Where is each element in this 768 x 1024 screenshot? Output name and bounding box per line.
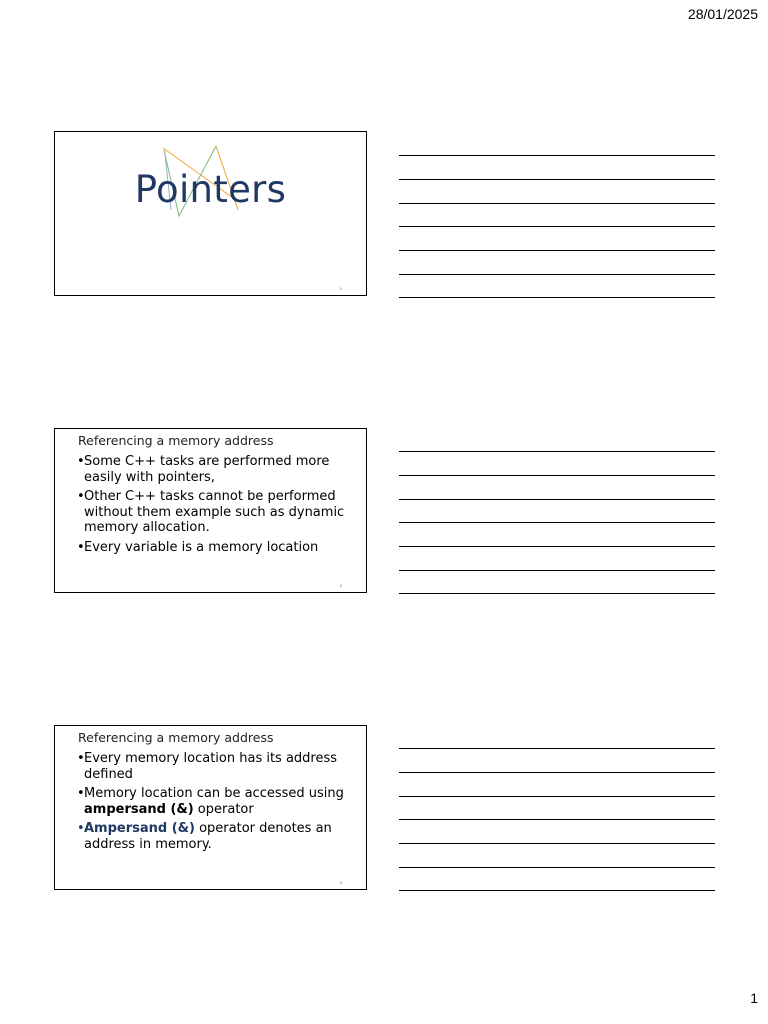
list-item: • Ampersand (&) operator denotes an address in memory. (77, 821, 332, 852)
bullet-list (77, 751, 352, 856)
list-item: • Every variable is a memory location (77, 539, 319, 555)
page-number: 1 (750, 990, 758, 1006)
slide-2-thumbnail (54, 428, 367, 593)
decorative-lines (55, 132, 367, 296)
list-item: • Every memory location has its address defined (77, 751, 338, 782)
page-date: 28/01/2025 (687, 6, 758, 22)
slide-1-thumbnail (54, 131, 367, 296)
bullet-list (77, 454, 352, 559)
list-item: • Some C++ tasks are performed more easily with pointers, (77, 454, 330, 485)
slide-3-thumbnail (54, 725, 367, 890)
slide-number: 2 (339, 583, 342, 588)
list-item: • Memory location can be accessed using ampersand (&) operator (77, 786, 344, 817)
slide-number: 3 (339, 880, 342, 885)
list-item: • Other C++ tasks cannot be performed without them example such as dynamic memory allocation. (77, 489, 345, 535)
slide-heading: Referencing a memory address (78, 730, 274, 745)
slide-heading: Referencing a memory address (78, 433, 274, 448)
slide-title: Pointers (134, 168, 287, 211)
slide-number: 1 (339, 286, 342, 291)
